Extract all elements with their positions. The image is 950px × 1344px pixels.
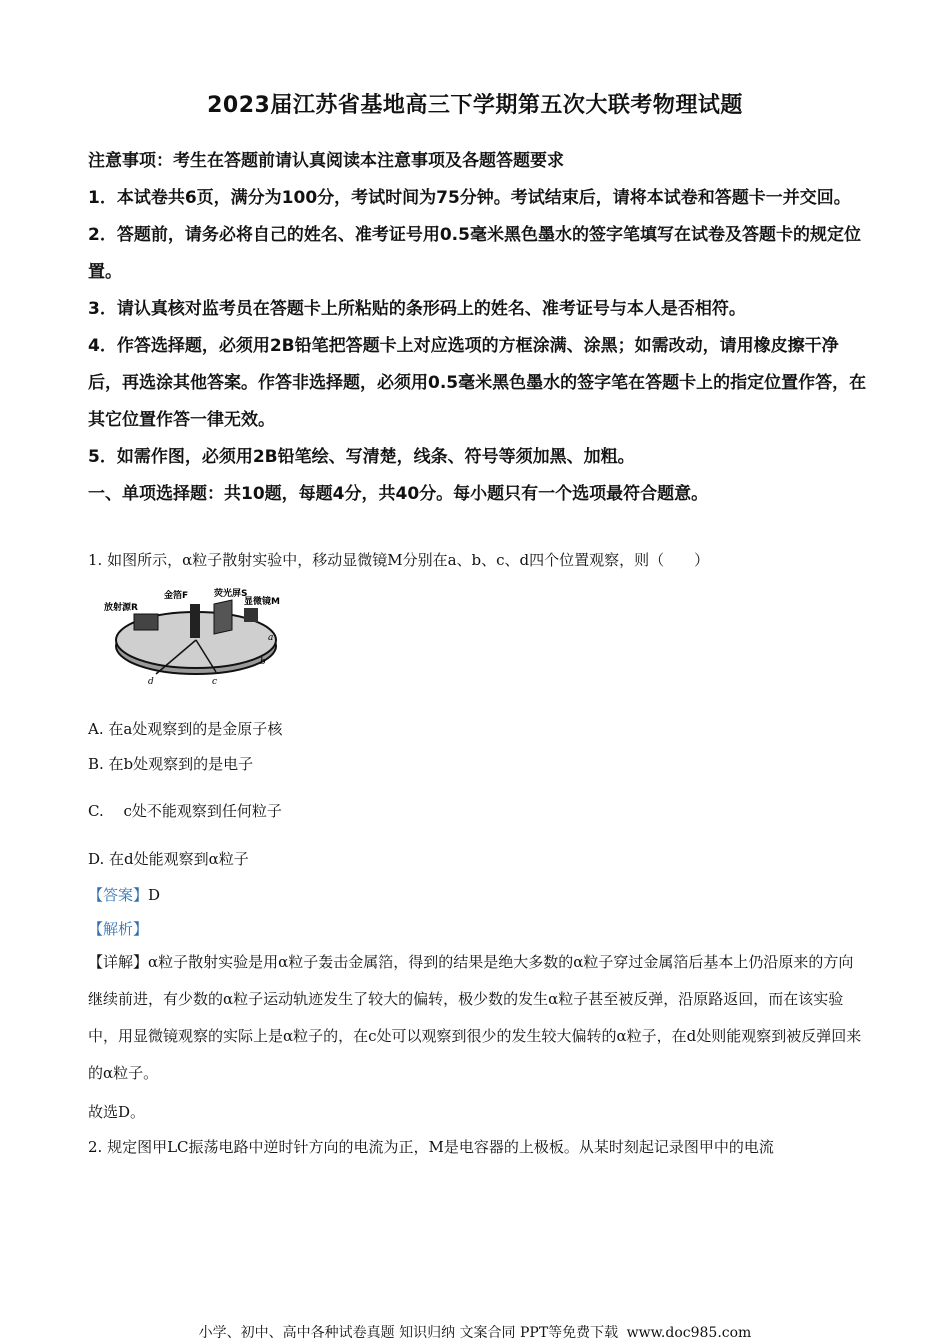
- figure-microscope: [244, 608, 258, 622]
- figure-label-a: a: [268, 633, 274, 643]
- detail-text: α粒子散射实验是用α粒子轰击金属箔，得到的结果是绝大多数的α粒子穿过金属箔后基本上仍沿原来的方向继续前进，有少数的α粒子运动轨迹发生了较大的偏转，极少数的发生α粒子甚至被反弹，沿原路返回，而在该实验中，用显微镜观察的实际上是α粒子的，在c处可以观察到很少的发生较大偏转的α粒子，在d处则能观察到被反弹回来的α粒子。: [88, 953, 862, 1082]
- notice-item-4: 4．作答选择题，必须用2B铅笔把答题卡上对应选项的方框涂满、涂黑；如需改动，请用橡皮擦干净后，再选涂其他答案。作答非选择题，必须用0.5毫米黑色墨水的签字笔在答题卡上的指定位置作答，在其它位置作答一律无效。: [88, 336, 867, 430]
- conclusion: 故选D。: [88, 1103, 146, 1121]
- section-heading: 一、单项选择题：共10题，每题4分，共40分。每小题只有一个选项最符合题意。: [88, 484, 709, 504]
- answer-tag: 【答案】: [88, 886, 149, 904]
- notice-item-5: 5．如需作图，必须用2B铅笔绘、写清楚，线条、符号等须加黑、加粗。: [88, 447, 635, 467]
- figure-label-c: c: [212, 677, 218, 687]
- notice-item-1: 1．本试卷共6页，满分为100分，考试时间为75分钟。考试结束后，请将本试卷和答题卡一并交回。: [88, 188, 851, 208]
- option-a: A. 在a处观察到的是金原子核: [88, 720, 283, 738]
- notice-item-3: 3．请认真核对监考员在答题卡上所粘贴的条形码上的姓名、准考证号与本人是否相符。: [88, 299, 746, 319]
- figure-label-microscope: 显微镜M: [244, 597, 280, 607]
- analysis-line: [88, 918, 148, 939]
- detail-block: [88, 944, 868, 1092]
- figure-source: [134, 614, 158, 630]
- footer-site-link[interactable]: www.doc985.com: [626, 1325, 752, 1341]
- question-2-stem: 2. 规定图甲LC振荡电路中逆时针方向的电流为正，M是电容器的上极板。从某时刻起记录图甲中的电流: [88, 1138, 774, 1156]
- figure-label-screen: 荧光屏S: [214, 589, 248, 599]
- option-b: B. 在b处观察到的是电子: [88, 755, 254, 773]
- option-c: C. c处不能观察到任何粒子: [88, 802, 282, 820]
- alpha-scattering-figure: [104, 584, 284, 690]
- detail-paragraph: [88, 944, 868, 1092]
- detail-tag: 【详解】: [88, 953, 149, 971]
- notice-heading: 注意事项：考生在答题前请认真阅读本注意事项及各题答题要求: [88, 151, 564, 171]
- page-title: 2023届江苏省基地高三下学期第五次大联考物理试题: [207, 93, 743, 118]
- figure-label-source: 放射源R: [104, 603, 138, 613]
- figure-screen: [214, 600, 232, 634]
- footer-text: 小学、初中、高中各种试卷真题 知识归纳 文案合同 PPT等免费下载: [198, 1325, 619, 1341]
- notice-item-2: 2．答题前，请务必将自己的姓名、准考证号用0.5毫米黑色墨水的签字笔填写在试卷及答题卡的规定位置。: [88, 225, 861, 282]
- notice-block: [88, 143, 868, 513]
- answer-value: D: [148, 886, 161, 904]
- figure-label-b: b: [260, 657, 266, 667]
- figure-foil: [190, 604, 200, 638]
- question-1-stem: 1. 如图所示，α粒子散射实验中，移动显微镜M分别在a、b、c、d四个位置观察，则（ ）: [88, 551, 710, 569]
- analysis-tag: 【解析】: [88, 920, 149, 938]
- page-footer: [0, 1322, 950, 1342]
- figure-label-d: d: [148, 677, 154, 687]
- option-d: D. 在d处能观察到α粒子: [88, 850, 249, 868]
- answer-line: [88, 884, 160, 905]
- figure-label-foil: 金箔F: [164, 591, 189, 601]
